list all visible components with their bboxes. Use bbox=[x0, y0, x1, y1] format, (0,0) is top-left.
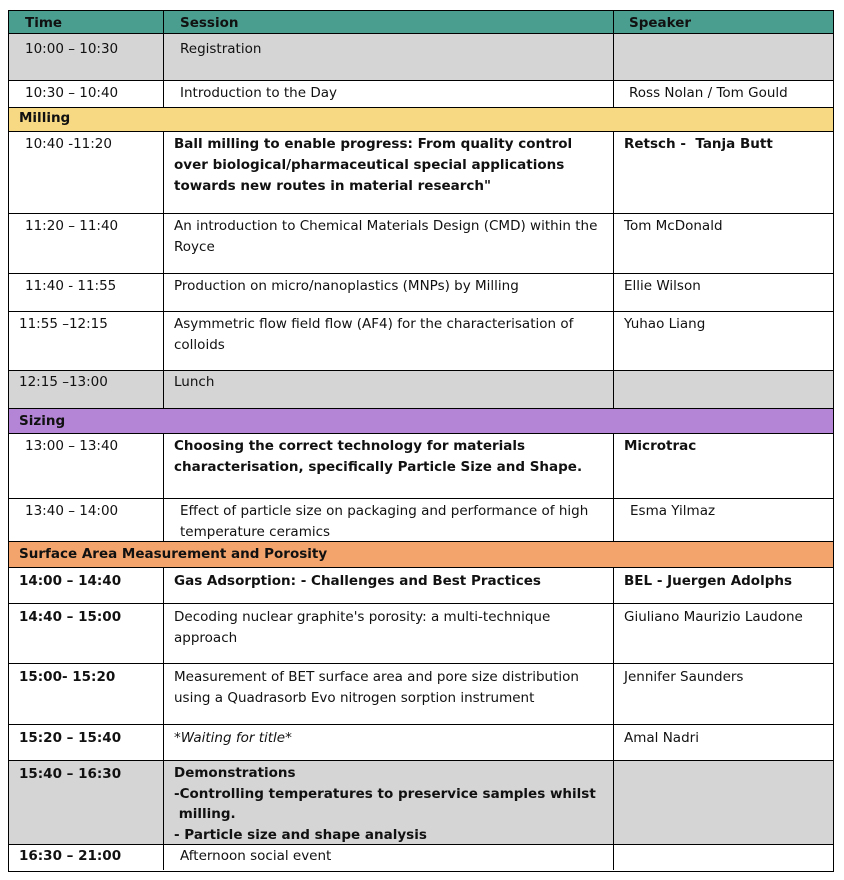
row-session: *Waiting for title* bbox=[174, 730, 292, 746]
row-speaker: Amal Nadri bbox=[624, 730, 699, 746]
header-time: Time bbox=[25, 15, 63, 31]
row-speaker: Microtrac bbox=[624, 438, 697, 454]
row-session: Production on micro/nanoplastics (MNPs) by Milling bbox=[174, 278, 519, 294]
table-row bbox=[9, 434, 833, 499]
row-time: 12:15 –13:00 bbox=[19, 374, 108, 390]
table-row bbox=[9, 312, 833, 371]
table-row bbox=[9, 214, 833, 274]
header-speaker: Speaker bbox=[629, 15, 692, 31]
row-session: Introduction to the Day bbox=[180, 85, 337, 101]
row-time: 11:40 - 11:55 bbox=[25, 278, 117, 294]
row-speaker: Tom McDonald bbox=[624, 218, 723, 234]
table-row bbox=[9, 725, 833, 761]
row-session: Decoding nuclear graphite's porosity: a multi-technique approach bbox=[174, 609, 555, 646]
row-time: 10:40 -11:20 bbox=[25, 136, 112, 152]
section-milling bbox=[9, 108, 833, 132]
section-sizing bbox=[9, 409, 833, 434]
row-session: Ball milling to enable progress: From quality control over biological/pharmaceutical special applications towards new routes in material research" bbox=[174, 136, 577, 194]
row-speaker: Jennifer Saunders bbox=[624, 669, 744, 685]
section-surface-area bbox=[9, 542, 833, 568]
row-speaker: Esma Yilmaz bbox=[630, 503, 716, 519]
schedule-table bbox=[8, 10, 834, 872]
table-row bbox=[9, 604, 833, 664]
row-time: 13:00 – 13:40 bbox=[25, 438, 119, 454]
row-time: 10:30 – 10:40 bbox=[25, 85, 119, 101]
table-row bbox=[9, 34, 833, 81]
table-row bbox=[9, 371, 833, 409]
row-session: Measurement of BET surface area and pore size distribution using a Quadrasorb Evo nitrogen sorption instrument bbox=[174, 669, 584, 706]
row-session: Demonstrations -Controlling temperatures to preservice samples whilst milling. - Particle size and shape analysis bbox=[174, 765, 596, 843]
row-speaker: BEL - Juergen Adolphs bbox=[624, 573, 793, 589]
table-row bbox=[9, 81, 833, 108]
table-row bbox=[9, 761, 833, 845]
row-time: 16:30 – 21:00 bbox=[19, 848, 122, 864]
row-session: Lunch bbox=[174, 374, 215, 390]
row-session: Choosing the correct technology for materials characterisation, specifically Particle Size and Shape. bbox=[174, 438, 583, 475]
row-time: 10:00 – 10:30 bbox=[25, 41, 119, 57]
table-row bbox=[9, 499, 833, 542]
table-header bbox=[9, 11, 833, 34]
section-title: Sizing bbox=[19, 413, 66, 429]
row-speaker: Ellie Wilson bbox=[624, 278, 701, 294]
row-speaker: Yuhao Liang bbox=[624, 316, 706, 332]
table-row bbox=[9, 132, 833, 214]
table-row bbox=[9, 845, 833, 870]
row-time: 15:00- 15:20 bbox=[19, 669, 116, 685]
row-session: Asymmetric flow field flow (AF4) for the characterisation of colloids bbox=[174, 316, 578, 353]
row-session: Registration bbox=[180, 41, 262, 57]
row-speaker: Retsch - Tanja Butt bbox=[624, 136, 773, 152]
row-session: An introduction to Chemical Materials Design (CMD) within the Royce bbox=[174, 218, 602, 255]
row-session: Effect of particle size on packaging and performance of high temperature ceramics bbox=[180, 503, 593, 540]
row-speaker: Giuliano Maurizio Laudone bbox=[624, 609, 803, 625]
table-row bbox=[9, 274, 833, 312]
row-time: 11:20 – 11:40 bbox=[25, 218, 119, 234]
section-title: Milling bbox=[19, 110, 71, 126]
row-time: 14:40 – 15:00 bbox=[19, 609, 122, 625]
row-time: 13:40 – 14:00 bbox=[25, 503, 119, 519]
row-time: 15:20 – 15:40 bbox=[19, 730, 122, 746]
section-title: Surface Area Measurement and Porosity bbox=[19, 546, 328, 562]
row-session: Gas Adsorption: - Challenges and Best Practices bbox=[174, 573, 541, 589]
row-time: 15:40 – 16:30 bbox=[19, 766, 122, 782]
row-time: 11:55 –12:15 bbox=[19, 316, 108, 332]
row-time: 14:00 – 14:40 bbox=[19, 573, 122, 589]
table-row bbox=[9, 664, 833, 725]
table-row bbox=[9, 568, 833, 604]
header-session: Session bbox=[180, 15, 239, 31]
row-speaker: Ross Nolan / Tom Gould bbox=[629, 85, 788, 101]
row-session: Afternoon social event bbox=[180, 848, 332, 864]
